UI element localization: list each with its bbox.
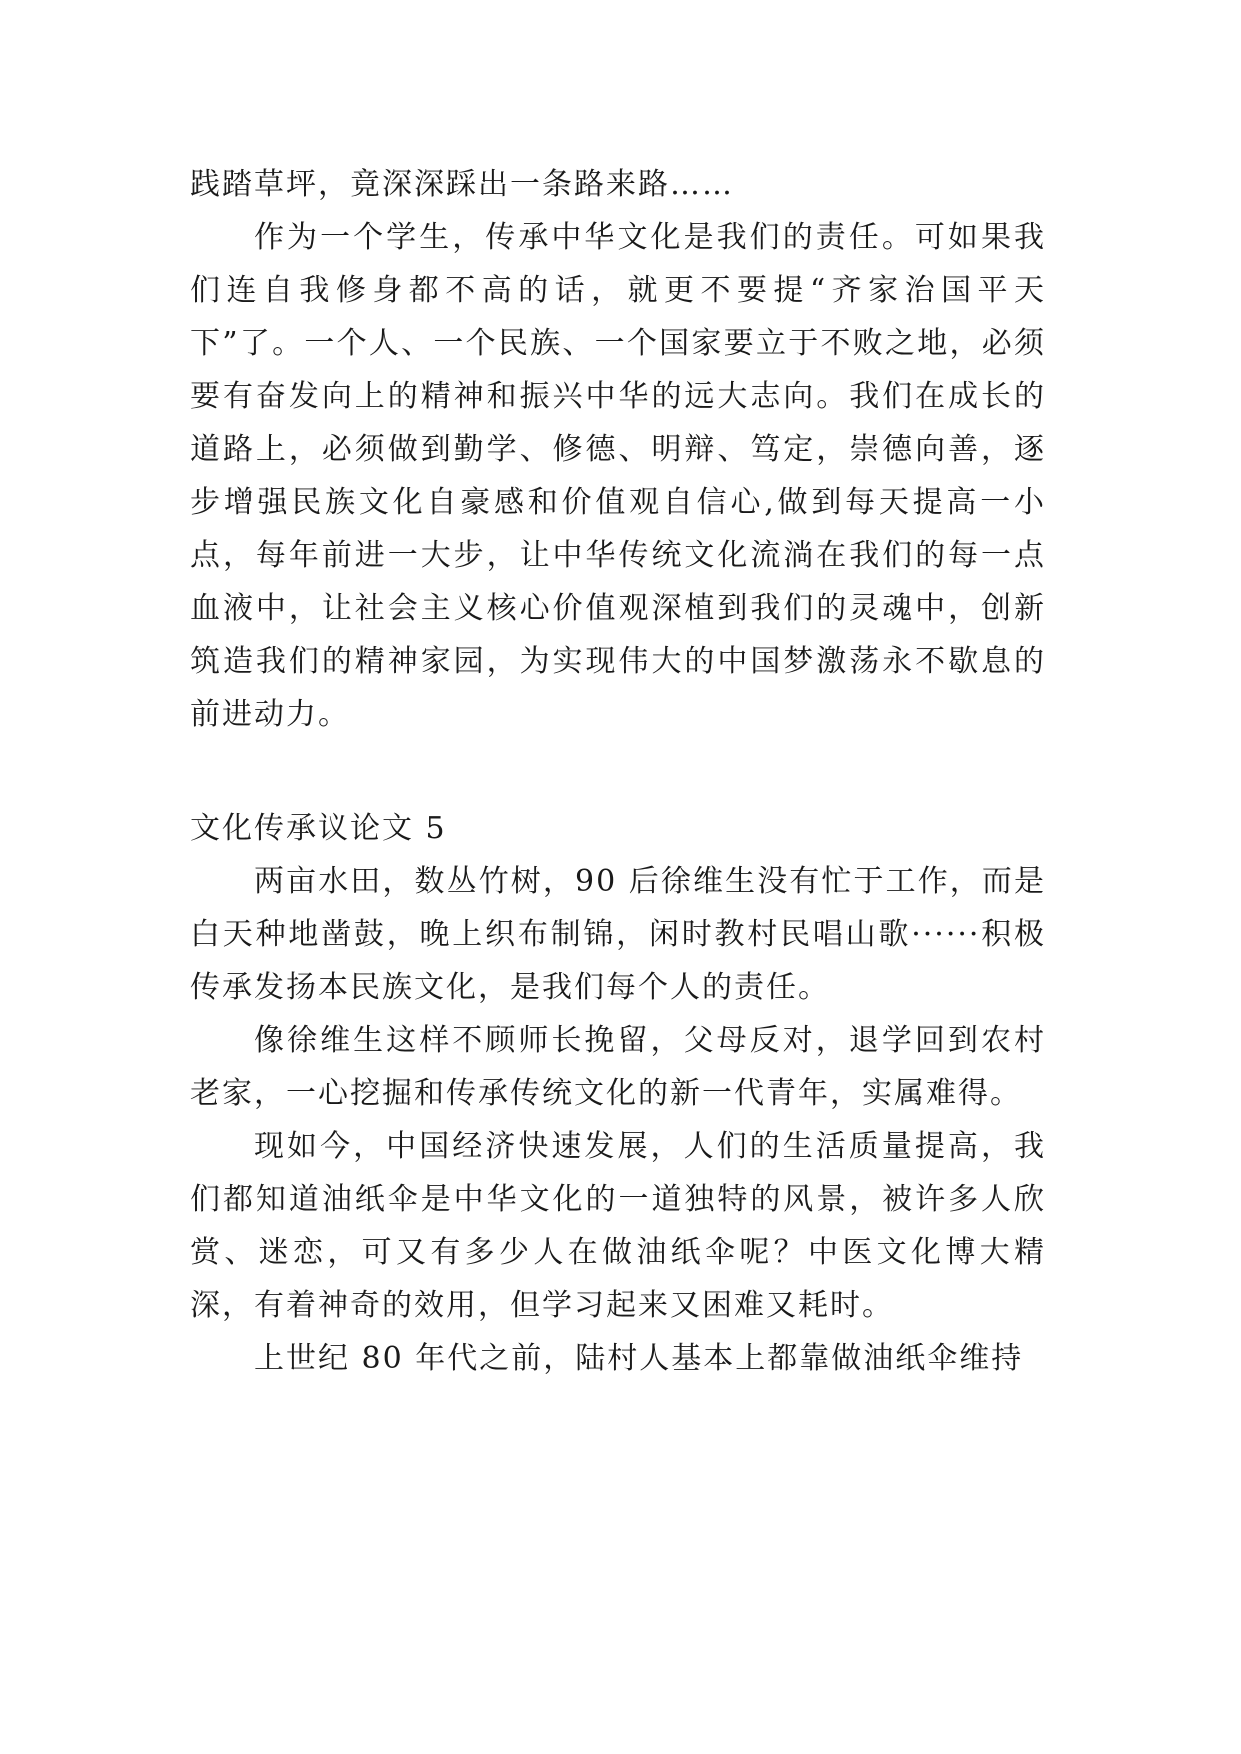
paragraph-oil-paper-umbrella: 现如今，中国经济快速发展，人们的生活质量提高，我们都知道油纸伞是中华文化的一道独特的风景，被许多人欣赏、迷恋，可又有多少人在做油纸伞呢？中医文化博大精深，有着神奇的效用，但学习起来又困难又耗时。 (190, 1129, 1046, 1323)
document-body (190, 158, 1046, 1385)
paragraph-new-generation: 像徐维生这样不顾师长挽留，父母反对，退学回到农村老家，一心挖掘和传承传统文化的新一代青年，实属难得。 (190, 1023, 1046, 1111)
paragraph-lu-village: 上世纪 80 年代之前，陆村人基本上都靠做油纸伞维持 (254, 1341, 1024, 1376)
paragraph-student-responsibility: 作为一个学生，传承中华文化是我们的责任。可如果我们连自我修身都不高的话，就更不要提“齐家治国平天下”了。一个人、一个民族、一个国家要立于不败之地，必须要有奋发向上的精神和振兴中华的远大志向。我们在成长的道路上，必须做到勤学、修德、明辩、笃定，崇德向善，逐步增强民族文化自豪感和价值观自信心,做到每天提高一小点，每年前进一大步，让中华传统文化流淌在我们的每一点血液中，让社会主义核心价值观深植到我们的灵魂中，创新筑造我们的精神家园，为实现伟大的中国梦激荡永不歇息的前进动力。 (190, 220, 1046, 732)
paragraph-continuation: 践踏草坪，竟深深踩出一条路来路…… (190, 167, 734, 202)
section-heading: 文化传承议论文 5 (190, 811, 447, 846)
paragraph-xu-weisheng: 两亩水田，数丛竹树，90 后徐维生没有忙于工作，而是白天种地凿鼓，晚上织布制锦，闲时教村民唱山歌······积极传承发扬本民族文化，是我们每个人的责任。 (190, 864, 1046, 1005)
section-spacer (190, 741, 1046, 802)
